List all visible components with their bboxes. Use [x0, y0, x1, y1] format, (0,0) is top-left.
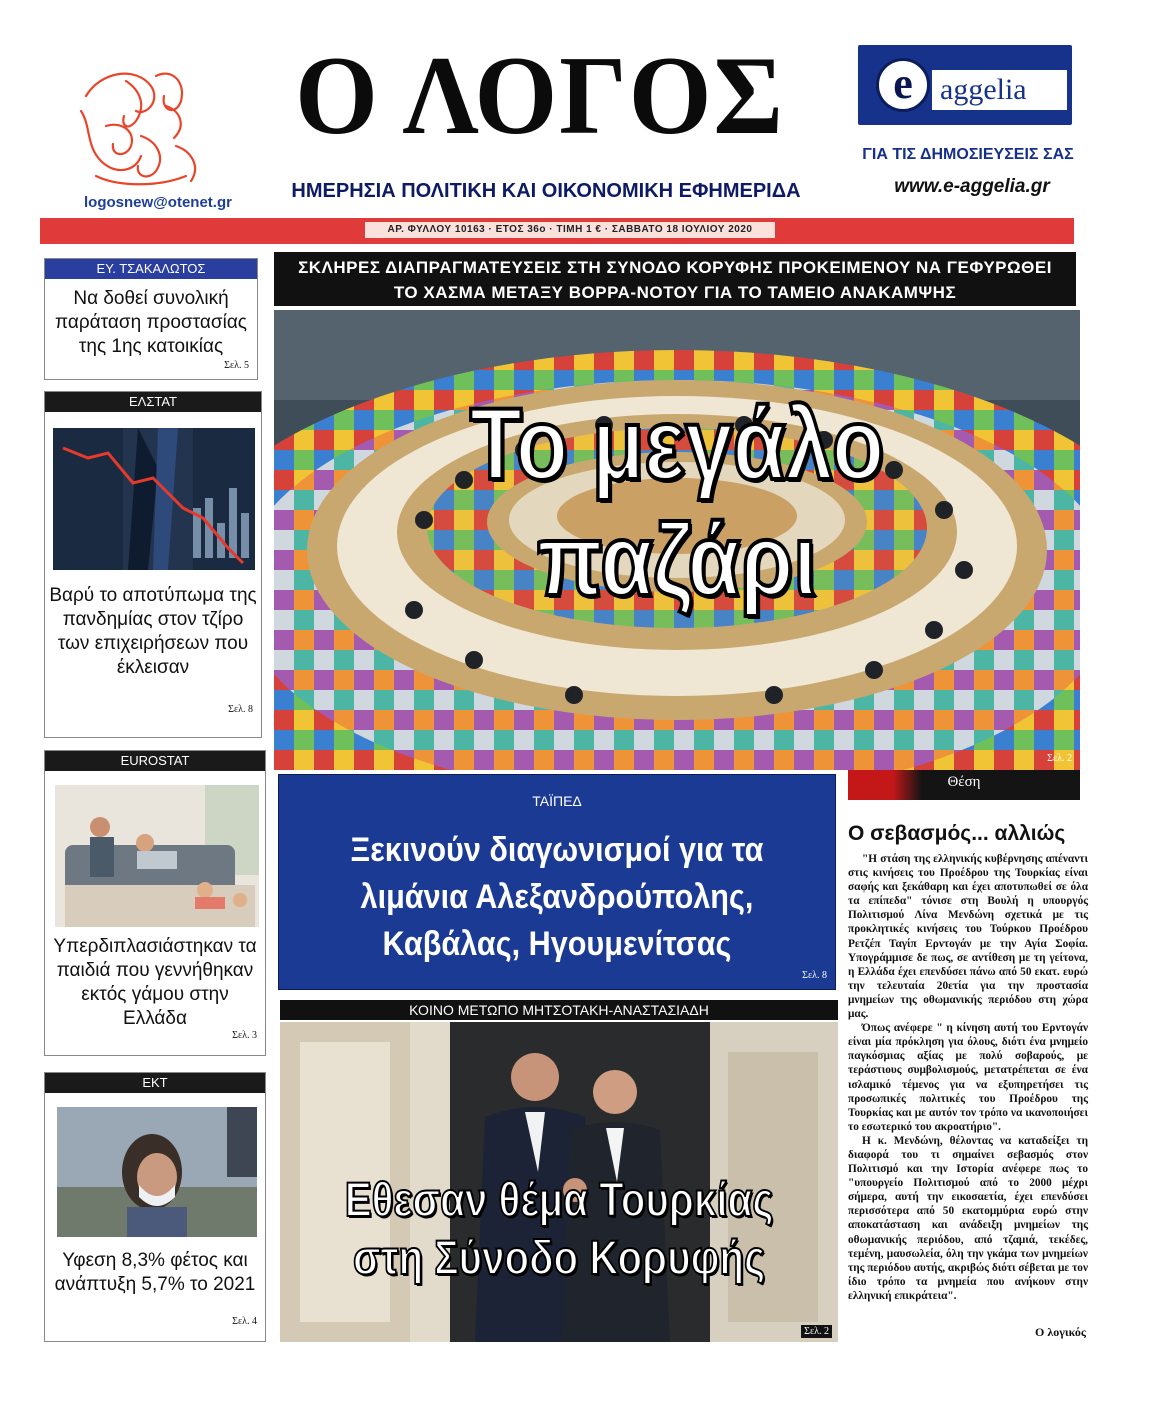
sidebar-story-label: ΕΥ. ΤΣΑΚΑΛΩΤΟΣ: [45, 259, 257, 279]
opinion-section-bar: [848, 770, 1080, 800]
sidebar-story-headline: Να δοθεί συνολική παράταση προστασίας της 1ης κατοικίας: [55, 288, 247, 357]
summit-headline-line-2: στη Σύνοδο Κορυφής: [352, 1232, 766, 1285]
taiped-story[interactable]: [278, 774, 836, 990]
sidebar-story-label: EUROSTAT: [45, 751, 265, 771]
sidebar-story-label: ΕΚΤ: [45, 1073, 265, 1093]
eaggelia-logo-letter: e: [876, 58, 930, 112]
sidebar-story-ekt[interactable]: [44, 1072, 266, 1342]
sidebar-story-headline: Βαρύ το αποτύπωμα της πανδημίας στον τζίρο των επιχειρήσεων που έκλεισαν: [49, 585, 257, 678]
eaggelia-tagline: ΓΙΑ ΤΙΣ ΔΗΜΟΣΙΕΥΣΕΙΣ ΣΑΣ: [862, 146, 1074, 163]
kicker-line-2: ΤΟ ΧΑΣΜΑ ΜΕΤΑΞΥ ΒΟΡΡΑ-ΝΟΤΟΥ ΓΙΑ ΤΟ ΤΑΜΕΙΟ ΑΝΑΚΑΜΨΗΣ: [393, 283, 957, 302]
taiped-headline: Ξεκινούν διαγωνισμοί για τα λιμάνια Αλεξανδρούπολης, Καβάλας, Ηγουμενίτσας: [350, 831, 764, 963]
page-reference: Σελ. 4: [232, 1316, 257, 1327]
falling-chart-photo: [53, 428, 255, 570]
issue-info-bar: [40, 218, 1074, 244]
sidebar-story-headline: Υφεση 8,3% φέτος και ανάπτυξη 5,7% το 2021: [54, 1250, 256, 1295]
kicker-line-1: ΣΚΛΗΡΕΣ ΔΙΑΠΡΑΓΜΑΤΕΥΣΕΙΣ ΣΤΗ ΣΥΝΟΔΟ ΚΟΡΥΦΗΣ ΠΡΟΚΕΙΜΕΝΟΥ ΝΑ ΓΕΦΥΡΩΘΕΙ: [298, 258, 1052, 277]
sidebar-story-headline: Υπερδιπλασιάστηκαν τα παιδιά που γεννήθηκαν εκτός γάμου στην Ελλάδα: [53, 936, 257, 1029]
issue-info-text: ΑΡ. ΦΥΛΛΟΥ 10163 · ΕΤΟΣ 36ο · ΤΙΜΗ 1 € · ΣΑΒΒΑΤΟ 18 ΙΟΥΛΙΟΥ 2020: [365, 222, 775, 238]
taiped-kicker: ΤΑΪΠΕΔ: [532, 793, 582, 809]
main-headline-line-1: Το μεγάλο: [469, 387, 885, 501]
opinion-paragraph: Όπως ανέφερε " η κίνηση αυτή του Ερντογάν είναι μία πρόκληση για όλους, διότι ένα μνημείο παγκόσμιας αξίας με πολύ σοβαρούς, με τεράστιους συμβολισμούς, μετατρέπεται σε ένα ισλαμικό τέμενος για να εξυπηρετήσει τις προσωπικές πολιτικές του Προέδρου της Τουρκίας και με αυτόν τον τρόπο να ικανοποιήσει το εσωτερικό του ακροατήριο".: [848, 1022, 1088, 1133]
main-headline-line-2: παζάρι: [536, 503, 818, 617]
newspaper-subtitle: ΗΜΕΡΗΣΙΑ ΠΟΛΙΤΙΚΗ ΚΑΙ ΟΙΚΟΝΟΜΙΚΗ ΕΦΗΜΕΡΙΔΑ: [291, 180, 801, 202]
page-reference: Σελ. 8: [228, 704, 253, 715]
eaggelia-logo-word: aggelia: [932, 70, 1067, 110]
sidebar-story-label: ΕΛΣΤΑΤ: [45, 392, 261, 412]
sidebar-story-elstat[interactable]: [44, 391, 262, 738]
faces-logo: [66, 66, 216, 191]
page-reference: Σελ. 8: [802, 970, 827, 981]
summit-photo[interactable]: [274, 310, 1080, 770]
summit-headline-line-1: Εθεσαν θέμα Τουρκίας: [344, 1174, 774, 1227]
main-story-kicker: [274, 252, 1076, 306]
opinion-paragraph: Η κ. Μενδώνη, θέλοντας να καταδείξει τη διαφορά του τι σημαίνει σεβασμός στον Πολιτισμό και την Ιστορία ανέφερε πως το "υπουργείο Πολιτισμού από το 2000 μέχρι σήμερα, αυτή την εικοσαετία, έχει επενδύσει περισσότερα από 50 εκατομμύρια ευρώ στην αποκατάσταση και ανάδειξη μνημείων της οθωμανικής περιόδου, από τζαμιά, τεκέδες, τεμένη, μαυσωλεία, όλη την γκάμα των μνημείων της περιόδου αυτής, ακριβώς διότι σέβεται με τον ίδιο τρόπο τα μνημεία που ανήκουν στην ελληνική επικράτεια".: [848, 1134, 1088, 1302]
opinion-section-label: Θέση: [947, 774, 981, 790]
summit-headline: [325, 1172, 794, 1288]
opinion-body: [848, 852, 1088, 1303]
sidebar-story-tsakalotos[interactable]: [44, 258, 258, 380]
page-reference: Σελ. 2: [801, 1325, 832, 1338]
masked-woman-photo: [57, 1107, 257, 1237]
page-reference: Σελ. 2: [1047, 753, 1072, 764]
opinion-title: Ο σεβασμός... αλλιώς: [848, 822, 1066, 845]
summit-story-kicker: ΚΟΙΝΟ ΜΕΤΩΠΟ ΜΗΤΣΟΤΑΚΗ-ΑΝΑΣΤΑΣΙΑΔΗ: [280, 1000, 838, 1020]
main-headline: [338, 386, 1015, 618]
opinion-signature: Ο λογικός: [1035, 1325, 1086, 1339]
leaders-photo[interactable]: [280, 1022, 838, 1342]
family-photo: [55, 785, 259, 927]
opinion-paragraph: "Η στάση της ελληνικής κυβέρνησης απέναντι στις κινήσεις του Προέδρου της Τουρκίας είναι σαφής και ξεκάθαρη και έχει αποτυπωθεί σε όλα τα επίπεδα" τόνισε στη Βουλή η υπουργός Πολιτισμού Λίνα Μενδώνη σχετικά με τις προκλητικές κινήσεις του Τούρκου Προέδρου Ρετζέπ Ταγίπ Ερντογάν με την Αγία Σοφία. Υπογράμμισε δε πως, σε αντίθεση με τη γείτονα, η Ελλάδα έχει επενδύσει πάνω από 50 εκατ. ευρώ την τελευταία 20ετία για την προστασία μνημείων της οθωμανικής περιόδου στη χώρα μας.: [848, 853, 1088, 1021]
page-reference: Σελ. 5: [224, 360, 249, 371]
sidebar-story-eurostat[interactable]: [44, 750, 266, 1056]
eaggelia-url[interactable]: www.e-aggelia.gr: [894, 176, 1050, 197]
page-reference: Σελ. 3: [232, 1030, 257, 1041]
newspaper-title: Ο ΛΟΓΟΣ: [295, 34, 785, 158]
contact-email[interactable]: logosnew@otenet.gr: [84, 194, 232, 211]
